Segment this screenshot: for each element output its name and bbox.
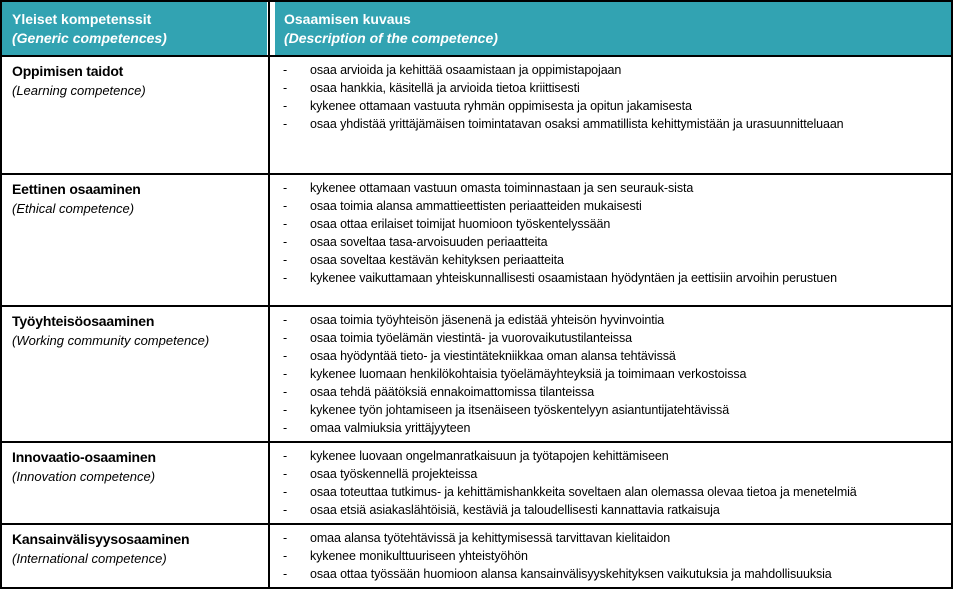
bullet-item: - kykenee luomaan henkilökohtaisia työelämäyhteyksiä ja toimimaan verkostoissa <box>270 365 947 383</box>
header-cell-generic-competences <box>2 2 267 55</box>
description-cell <box>268 307 951 441</box>
bullet-item: - kykenee ottamaan vastuuta ryhmän oppimisesta ja opitun jakamisesta <box>270 97 947 115</box>
competence-name: Oppimisen taidot <box>12 63 124 79</box>
bullet-item: - osaa ottaa erilaiset toimijat huomioon työskentelyssään <box>270 215 947 233</box>
description-cell <box>268 443 951 523</box>
bullet-item: - osaa toteuttaa tutkimus- ja kehittämishankkeita soveltaen alan olemassa olevaa tietoa ja menetelmiä <box>270 483 947 501</box>
table-row-international-competence <box>2 525 951 587</box>
bullet-item: - osaa tehdä päätöksiä ennakoimattomissa tilanteissa <box>270 383 947 401</box>
header-title-fi: Osaamisen kuvaus <box>284 11 411 27</box>
description-cell <box>268 175 951 305</box>
table-row-ethical-competence <box>2 175 951 307</box>
bullet-item: - omaa valmiuksia yrittäjyyteen <box>270 419 947 437</box>
bullet-list <box>270 529 947 583</box>
bullet-item: - osaa etsiä asiakaslähtöisiä, kestäviä ja taloudellisesti kannattavia ratkaisuja <box>270 501 947 519</box>
bullet-item: - osaa arvioida ja kehittää osaamistaan ja oppimistapojaan <box>270 61 947 79</box>
header-subtitle-en: (Description of the competence) <box>284 30 498 46</box>
header-column-divider <box>268 2 270 55</box>
competence-name: Kansainvälisyysosaaminen <box>12 531 190 547</box>
bullet-item: - osaa toimia työyhteisön jäsenenä ja edistää yhteisön hyvinvointia <box>270 311 947 329</box>
table-header-row <box>2 2 951 57</box>
bullet-item: - kykenee monikulttuuriseen yhteistyöhön <box>270 547 947 565</box>
bullet-item: - osaa toimia työelämän viestintä- ja vuorovaikutustilanteissa <box>270 329 947 347</box>
competence-cell <box>2 525 268 587</box>
bullet-item: - kykenee vaikuttamaan yhteiskunnallisesti osaamistaan hyödyntäen ja eettisiin arvoihin perustuen <box>270 269 947 287</box>
competence-cell <box>2 307 268 441</box>
bullet-item: - osaa työskennellä projekteissa <box>270 465 947 483</box>
bullet-item: - osaa soveltaa tasa-arvoisuuden periaatteita <box>270 233 947 251</box>
bullet-item: - kykenee ottamaan vastuun omasta toiminnastaan ja sen seurauk-sista <box>270 179 947 197</box>
competence-translation: (Working community competence) <box>12 333 210 348</box>
bullet-list <box>270 311 947 437</box>
competence-name: Eettinen osaaminen <box>12 181 141 197</box>
bullet-item: - osaa yhdistää yrittäjämäisen toimintatavan osaksi ammatillista kehittymistään ja urasuunnitteluaan <box>270 115 947 133</box>
competence-cell <box>2 175 268 305</box>
competence-translation: (Innovation competence) <box>12 469 156 484</box>
bullet-list <box>270 61 947 133</box>
competence-name: Työyhteisöosaaminen <box>12 313 155 329</box>
table-row-innovation-competence <box>2 443 951 525</box>
competence-cell <box>2 57 268 173</box>
header-title-fi: Yleiset kompetenssit <box>12 11 152 27</box>
header-subtitle-en: (Generic competences) <box>12 30 167 46</box>
bullet-item: - osaa ottaa työssään huomioon alansa kansainvälisyyskehityksen vaikutuksia ja mahdollisuuksia <box>270 565 947 583</box>
header-cell-description <box>275 2 951 55</box>
table-row-learning-competence <box>2 57 951 175</box>
description-cell <box>268 57 951 173</box>
bullet-item: - osaa hyödyntää tieto- ja viestintätekniikkaa oman alansa tehtävissä <box>270 347 947 365</box>
competence-cell <box>2 443 268 523</box>
competence-translation: (Learning competence) <box>12 83 146 98</box>
table-row-working-community-competence <box>2 307 951 443</box>
competence-name: Innovaatio-osaaminen <box>12 449 156 465</box>
description-cell <box>268 525 951 587</box>
bullet-list <box>270 179 947 287</box>
competence-translation: (International competence) <box>12 551 167 566</box>
bullet-item: - kykenee luovaan ongelmanratkaisuun ja työtapojen kehittämiseen <box>270 447 947 465</box>
competence-translation: (Ethical competence) <box>12 201 135 216</box>
bullet-item: - kykenee työn johtamiseen ja itsenäiseen työskentelyyn asiantuntijatehtävissä <box>270 401 947 419</box>
bullet-item: - osaa hankkia, käsitellä ja arvioida tietoa kriittisesti <box>270 79 947 97</box>
bullet-list <box>270 447 947 519</box>
bullet-item: - osaa soveltaa kestävän kehityksen periaatteita <box>270 251 947 269</box>
bullet-item: - omaa alansa työtehtävissä ja kehittymisessä tarvittavan kielitaidon <box>270 529 947 547</box>
bullet-item: - osaa toimia alansa ammattieettisten periaatteiden mukaisesti <box>270 197 947 215</box>
